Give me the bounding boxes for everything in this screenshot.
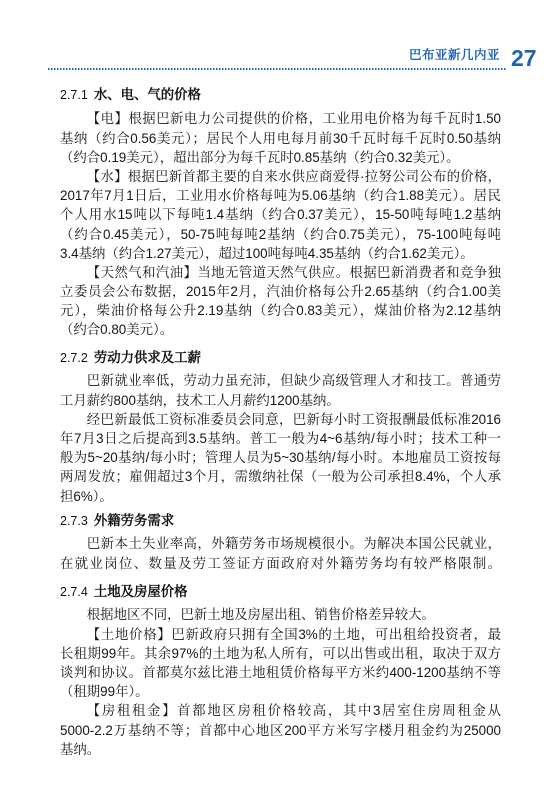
section-body [60,534,501,572]
text-line: （约合0.19美元），超出部分为每千瓦时0.85基纳（约合0.32美元）。 [60,149,460,165]
section-number: 2.7.1 [60,88,88,102]
paragraph-electricity-price [60,109,501,167]
text-line: 2017年7月1日后，工业用水价格每吨为5.06基纳（约合1.88美元）。居民 [60,188,501,204]
text-line: （约合0.45美元），50-75吨每吨2基纳（约合0.75美元），75-100吨每吨 [60,226,501,242]
page-number: 27 [511,45,537,71]
text-line: 经巴新最低工资标准委员会同意，巴新每小时工资报酬最低标准2016 [86,411,501,427]
paragraph-house-rent [60,701,501,759]
text-line: 【土地价格】巴新政府只拥有全国3%的土地，可出租给投资者，最 [86,626,501,642]
paragraph-labor-supply [60,371,501,409]
paragraph-land-price [60,625,501,702]
text-line: 长租期99年。其余97%的土地为私人所有，可以出售或出租，取决于双方 [60,645,501,661]
text-line: 担6%）。 [60,488,113,504]
text-line: 工月薪约800基纳，技术工人月薪约1200基纳。 [60,392,340,408]
text-line: 【水】根据巴新首都主要的自来水供应商爱得·拉努公司公布的价格， [86,168,501,184]
text-line: 基纳（约合0.56美元）；居民个人用电每月前30千瓦时每千瓦时0.50基纳 [60,130,501,146]
section-title: 外籍劳务需求 [93,513,175,529]
text-line: （租期99年）。 [60,684,149,700]
section-heading [60,512,174,530]
text-line: 【天然气和汽油】当地无管道天然气供应。根据巴新消费者和竞争独 [86,264,501,280]
text-line: 5000-2.2万基纳不等；首都中心地区200平方米写字楼月租金约为25000 [60,722,501,738]
paragraph-foreign-labor [60,534,501,572]
text-line: 巴新本土失业率高，外籍劳务市场规模很小。为解决本国公民就业， [86,536,501,552]
text-line: 般为5~20基纳/每小时；管理人员为5~30基纳/每小时。本地雇员工资按每 [60,450,501,466]
text-line: 基纳。 [60,741,101,757]
text-line: 个人用水15吨以下每吨1.4基纳（约合0.37美元），15-50吨每吨1.2基纳 [60,207,501,223]
text-line: 谈判和协议。首都莫尔兹比港土地租赁价格每平方米约400-1200基纳不等 [60,664,501,680]
section-heading [60,86,201,104]
section-heading [60,583,188,601]
running-header-title: 巴布亚新几内亚 [408,48,500,62]
paragraph-land-price-intro [60,605,501,624]
section-body [60,371,501,505]
section-title: 土地及房屋价格 [93,584,188,600]
text-line: 立委员会公布数据，2015年2月，汽油价格每公升2.65基纳（约合1.00美 [60,284,501,300]
text-line: 【电】根据巴新电力公司提供的价格，工业用电价格为每千瓦时1.50 [86,111,501,127]
text-line: 年7月3日之后提高到3.5基纳。普工一般为4~6基纳/每小时；技术工种一 [60,430,501,446]
header-dotted-rule [48,68,506,70]
section-number: 2.7.3 [60,514,88,528]
section-heading [60,349,201,367]
text-line: （约合0.80美元）。 [60,322,174,338]
section-body [60,605,501,759]
section-number: 2.7.2 [60,351,88,365]
section-body [60,109,501,339]
text-line: 元），柴油价格每公升2.19基纳（约合0.83美元），煤油价格为2.12基纳 [60,303,501,319]
text-line: 【房租租金】首都地区房租价格较高，其中3居室住房周租金从 [86,703,501,719]
text-line: 根据地区不同，巴新土地及房屋出租、销售价格差异较大。 [86,607,435,623]
text-line: 3.4基纳（约合1.27美元），超过100吨每吨4.35基纳（约合1.62美元）。 [60,245,474,261]
paragraph-minimum-wage [60,410,501,506]
text-line: 巴新就业率低，劳动力虽充沛，但缺少高级管理人才和技工。普通劳 [86,373,501,389]
text-line: 两周发放；雇佣超过3个月，需缴纳社保（一般为公司承担8.4%，个人承 [60,469,501,485]
paragraph-gas-and-fuel-price [60,263,501,340]
section-number: 2.7.4 [60,585,88,599]
section-title: 劳动力供求及工薪 [93,350,201,366]
paragraph-water-price [60,167,501,263]
section-title: 水、电、气的价格 [93,87,201,103]
text-line: 在就业岗位、数量及劳工签证方面政府对外籍劳务均有较严格限制。 [60,555,501,571]
